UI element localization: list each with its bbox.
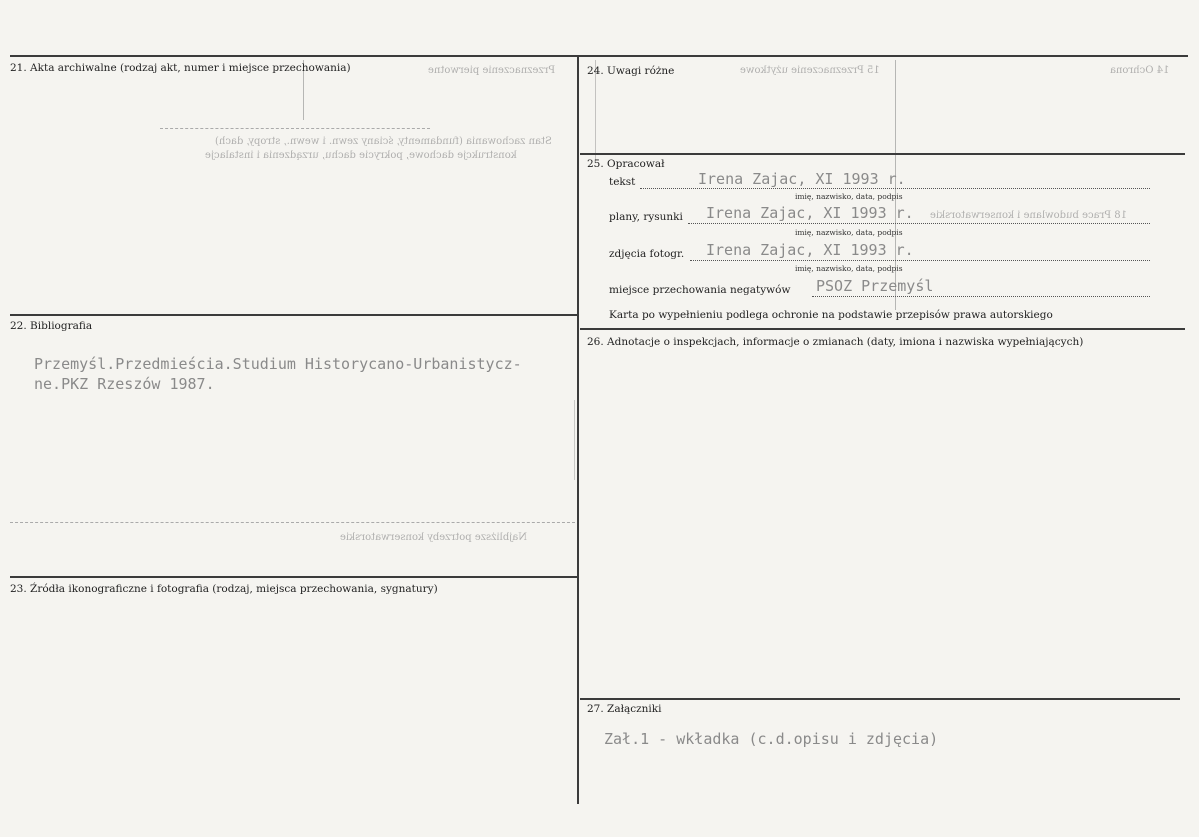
zdjecia-label: zdjęcia fotogr. — [609, 248, 685, 260]
section-25-label: 25. Opracował — [587, 158, 665, 170]
bleed-through-text: 15 Przeznaczenie użytkowe — [740, 65, 880, 76]
section-21-label: 21. Akta archiwalne (rodzaj akt, numer i miejsce przechowania) — [10, 62, 351, 74]
bleed-through-text: Stan zachowania (fundamenty, ściany zewn. i wewn., stropy, dach) — [215, 136, 552, 147]
section-27-label: 27. Załączniki — [587, 703, 662, 715]
section-24-label: 24. Uwagi różne — [587, 65, 675, 77]
plany-label: plany, rysunki — [609, 211, 683, 223]
plany-caption: imię, nazwisko, data, podpis — [795, 228, 903, 237]
bleed-through-line — [160, 128, 430, 129]
section-26-label: 26. Adnotacje o inspekcjach, informacje o zmianach (daty, imiona i nazwiska wypełniających) — [587, 336, 1084, 348]
attachments-value: Zał.1 - wkładka (c.d.opisu i zdjęcia) — [604, 730, 939, 748]
section-divider — [580, 698, 1180, 700]
section-22-label: 22. Bibliografia — [10, 320, 93, 332]
section-divider — [10, 314, 577, 316]
miejsce-value: PSOZ Przemyśl — [816, 277, 934, 295]
center-divider — [577, 56, 579, 804]
miejsce-label: miejsce przechowania negatywów — [609, 284, 791, 296]
zdjecia-line — [690, 260, 1150, 261]
section-23-label: 23. Źródła ikonograficzne i fotografia (rodzaj, miejsca przechowania, sygnatury) — [10, 583, 438, 595]
zdjecia-value: Irena Zajac, XI 1993 r. — [706, 241, 914, 259]
bleed-through-line — [574, 400, 575, 480]
miejsce-line — [812, 296, 1150, 297]
plany-line — [688, 223, 1150, 224]
zdjecia-caption: imię, nazwisko, data, podpis — [795, 264, 903, 273]
plany-value: Irena Zajac, XI 1993 r. — [706, 204, 914, 222]
section-divider — [10, 576, 577, 578]
section-divider — [580, 153, 1185, 155]
tekst-value: Irena Zajac, XI 1993 r. — [698, 170, 906, 188]
bleed-through-text: 14 Ochrona — [1110, 65, 1170, 76]
bleed-through-text: Przeznaczenie pierwotne — [428, 65, 556, 76]
bleed-through-line — [10, 522, 575, 523]
copyright-note: Karta po wypełnieniu podlega ochronie na podstawie przepisów prawa autorskiego — [609, 309, 1053, 321]
top-rule — [10, 55, 1188, 57]
section-divider — [580, 328, 1185, 330]
bleed-through-text: 18 Prace budowlane i konserwatorskie — [930, 210, 1127, 221]
bleed-through-text: Najbliższe potrzeby konserwatorskie — [340, 532, 528, 543]
bibliography-text: ne.PKZ Rzeszów 1987. — [34, 375, 215, 393]
bibliography-text: Przemyśl.Przedmieścia.Studium Historycano-Urbanistycz- — [34, 355, 522, 373]
tekst-label: tekst — [609, 176, 636, 188]
bleed-through-text: konstrukcje dachowe, pokrycie dachu, urządzenia i instalacje — [205, 150, 517, 161]
tekst-line — [640, 188, 1150, 189]
tekst-caption: imię, nazwisko, data, podpis — [795, 192, 903, 201]
